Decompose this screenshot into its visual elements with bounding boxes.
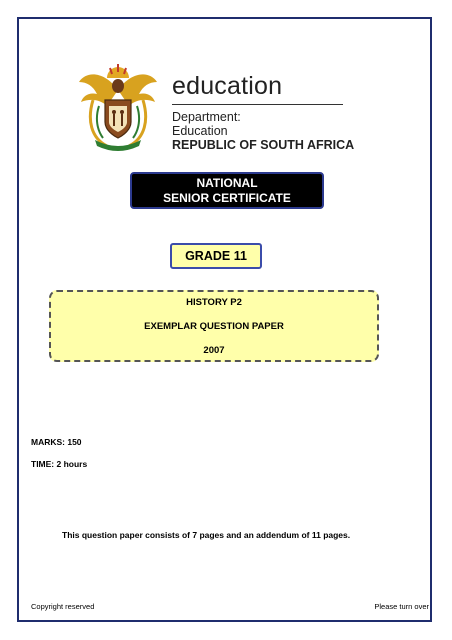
footer-copyright: Copyright reserved <box>31 602 95 611</box>
logo-divider <box>172 104 343 105</box>
logo-republic: REPUBLIC OF SOUTH AFRICA <box>172 138 355 152</box>
logo-wordmark: education <box>172 72 283 100</box>
paper-subject: HISTORY P2 <box>186 297 242 308</box>
page-count-note: This question paper consists of 7 pages and an addendum of 11 pages. <box>62 530 351 540</box>
certificate-title-line1: NATIONAL <box>196 175 258 190</box>
certificate-title-line2: SENIOR CERTIFICATE <box>163 190 291 205</box>
paper-year: 2007 <box>203 345 225 356</box>
coat-of-arms-icon <box>77 60 159 152</box>
logo-department: Department: <box>172 110 241 124</box>
paper-type: EXEMPLAR QUESTION PAPER <box>144 321 284 332</box>
grade-badge: GRADE 11 <box>170 243 262 269</box>
certificate-title-box <box>130 172 324 209</box>
footer-turn-over: Please turn over <box>374 602 429 611</box>
time-label: TIME: 2 hours <box>31 459 88 469</box>
marks-label: MARKS: 150 <box>31 437 82 447</box>
logo-education: Education <box>172 124 228 138</box>
paper-info-box <box>49 290 379 362</box>
